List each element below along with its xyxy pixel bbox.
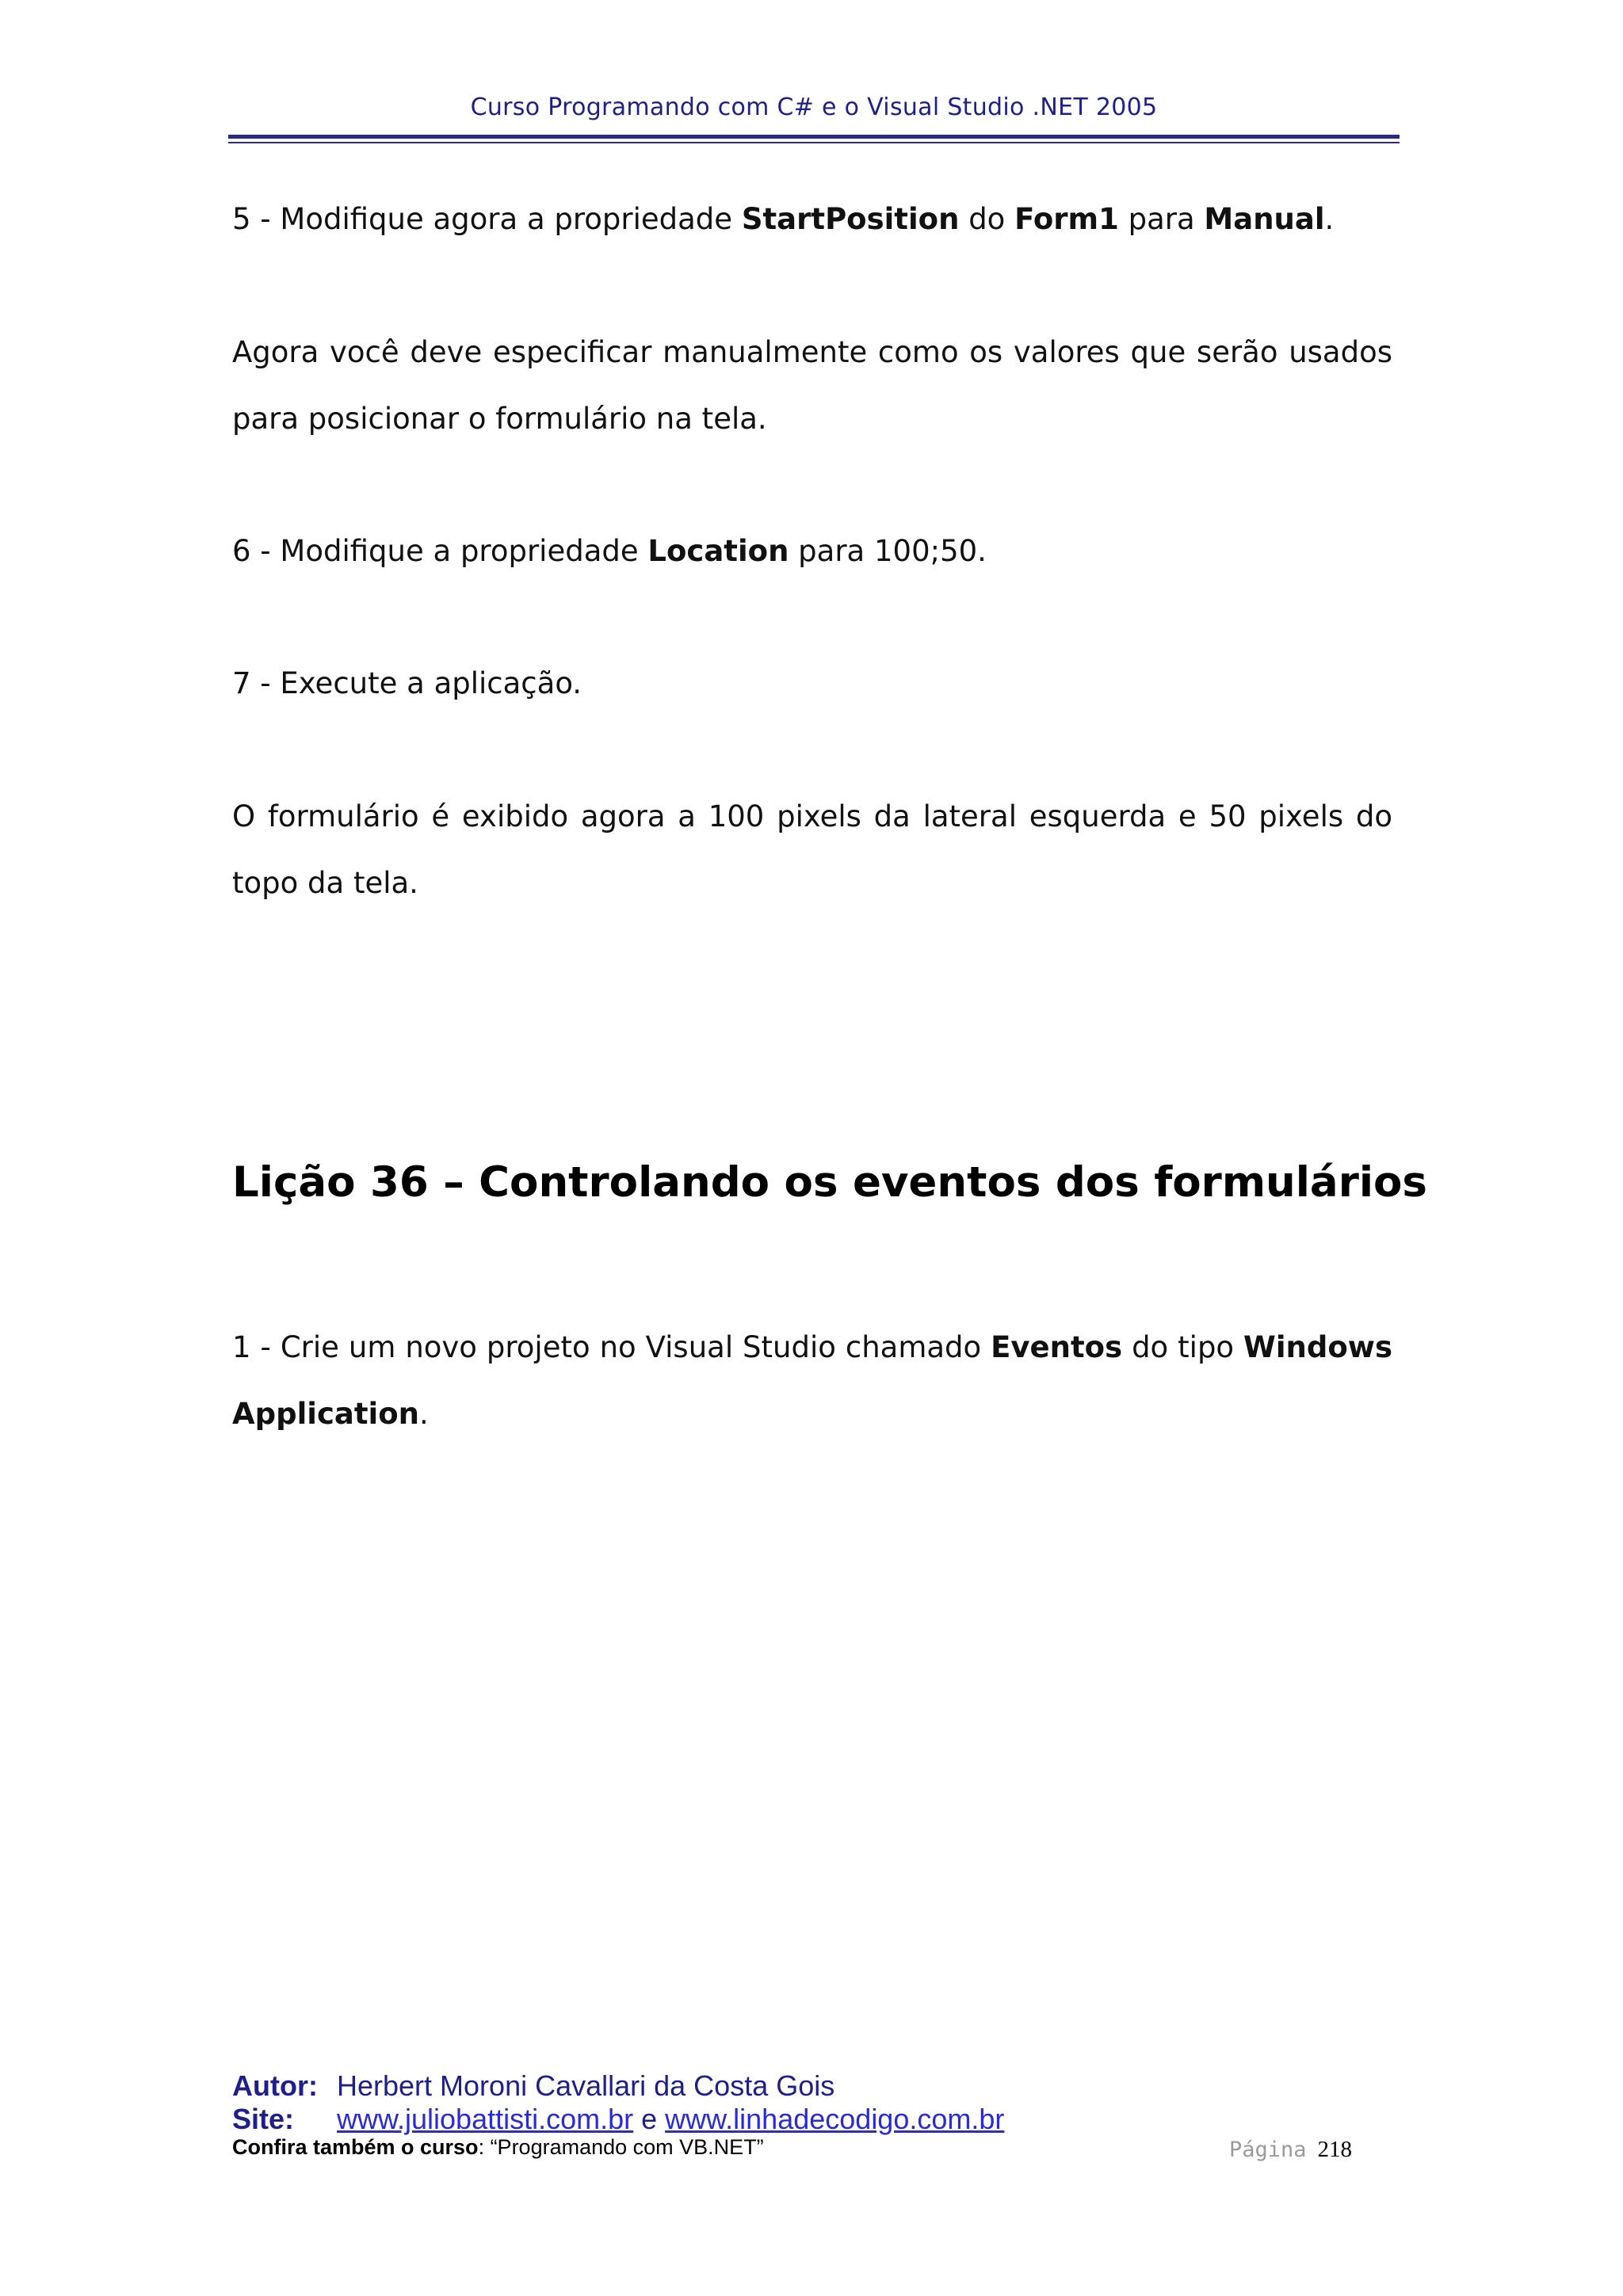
- header-rule-thick: [228, 135, 1400, 139]
- page-header-title: Curso Programando com C# e o Visual Studio .NET 2005: [470, 93, 1158, 121]
- paragraph-step-1: 1 - Crie um novo projeto no Visual Studio chamado Eventos do tipo Windows Application.: [232, 1330, 1392, 1431]
- footer-author: [232, 2069, 834, 2103]
- paragraph-step-7: 7 - Execute a aplicação.: [232, 666, 582, 700]
- author-label: Autor:: [232, 2069, 318, 2102]
- footer-site: [232, 2103, 1004, 2136]
- site-separator: e: [633, 2103, 666, 2135]
- paragraph-formulario: O formulário é exibido agora a 100 pixels da lateral esquerda e 50 pixels do topo da tela.: [232, 799, 1392, 900]
- lesson-heading: Lição 36 – Controlando os eventos dos formulários: [232, 1158, 1427, 1207]
- footer-confira: [232, 2135, 764, 2160]
- paragraph-step-5: 5 - Modifique agora a propriedade StartPosition do Form1 para Manual.: [232, 202, 1335, 236]
- paragraph-agora: Agora você deve especificar manualmente como os valores que serão usados para posicionar o formulário na tela.: [232, 335, 1392, 436]
- confira-text: : “Programando com VB.NET”: [478, 2135, 764, 2159]
- site-label: Site:: [232, 2103, 295, 2135]
- site-link-juliobattisti[interactable]: www.juliobattisti.com.br: [337, 2103, 634, 2135]
- paragraph-step-6: 6 - Modifique a propriedade Location para 100;50.: [232, 534, 987, 568]
- confira-label: Confira também o curso: [232, 2135, 479, 2159]
- page-label: Página: [1229, 2138, 1307, 2162]
- page-number-value: 218: [1317, 2137, 1353, 2162]
- page-number: [1229, 2137, 1352, 2163]
- header-rule-thin: [228, 142, 1400, 143]
- site-link-linhadecodigo[interactable]: www.linhadecodigo.com.br: [665, 2103, 1005, 2135]
- author-name: Herbert Moroni Cavallari da Costa Gois: [337, 2069, 835, 2102]
